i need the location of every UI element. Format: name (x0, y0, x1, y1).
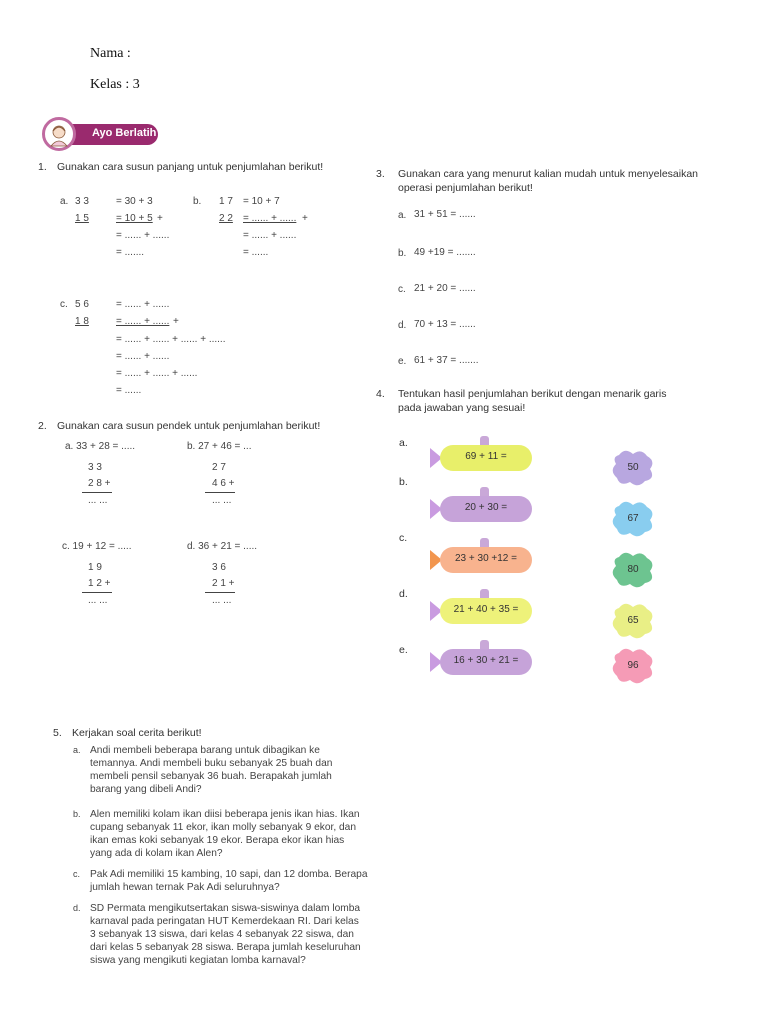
story-d-line: dari kelas 5 sebanyak 28 siswa. Berapa jumlah keseluruhan (90, 942, 361, 953)
badge-label: Ayo Berlatih (92, 127, 157, 139)
story-b-line: Alen memiliki kolam ikan diisi beberapa jenis ikan hias. Ikan (90, 809, 360, 820)
story-item-d (73, 902, 390, 967)
q3a-letter: a. (398, 210, 407, 221)
q1c-row2: = ...... + ...... (116, 316, 170, 327)
q1a-row2: = 10 + 5 (116, 213, 153, 224)
q4-number: 4. (376, 388, 385, 400)
q1-instruction: Gunakan cara susun panjang untuk penjumlahan berikut! (57, 161, 324, 173)
q2c-sum-line (82, 592, 112, 593)
q2b-num2: 4 6 + (212, 478, 235, 489)
answer-value-2: 67 (627, 513, 639, 524)
q1a-letter: a. (60, 196, 69, 207)
q2d-title: d. 36 + 21 = ..... (187, 541, 258, 552)
q1c-letter: c. (60, 299, 68, 310)
q1a-num2: 1 5 (75, 213, 89, 224)
q2a-num2: 2 8 + (88, 478, 111, 489)
q1c-plus: + (173, 316, 179, 327)
q2a-num1: 3 3 (88, 462, 102, 473)
submarine-b-expression: 20 + 30 = (464, 502, 508, 513)
q1a-num1: 3 3 (75, 196, 89, 207)
q3-number: 3. (376, 168, 385, 180)
q1b-num1: 1 7 (219, 196, 233, 207)
q4c-letter: c. (399, 532, 408, 544)
answer-blob-5[interactable] (611, 647, 655, 685)
story-b-line: ikan emas koki sebanyak 19 ekor. Berapa ekor ikan hias (90, 835, 345, 846)
child-avatar-icon (42, 117, 76, 151)
story-b-letter: b. (73, 809, 81, 819)
submarine-a[interactable] (430, 436, 536, 476)
submarine-e[interactable] (430, 640, 536, 680)
q2b-sum-line (205, 492, 235, 493)
submarine-c-expression: 23 + 30 +12 = (454, 553, 517, 564)
submarine-c[interactable] (430, 538, 536, 578)
story-a-line: membeli pensil sebanyak 36 buah. Berapakah jumlah (90, 771, 332, 782)
answer-value-3: 80 (627, 564, 639, 575)
q2d-num2: 2 1 + (212, 578, 235, 589)
submarine-d[interactable] (430, 589, 536, 629)
answer-blob-2[interactable] (611, 500, 655, 538)
q2b-num1: 2 7 (212, 462, 226, 473)
q3e-expression: 61 + 37 = ....... (414, 355, 479, 366)
q4b-letter: b. (399, 476, 408, 488)
q3c-letter: c. (398, 284, 406, 295)
answer-value-4: 65 (627, 615, 639, 626)
story-d-letter: d. (73, 903, 81, 913)
q1b-row3: = ...... + ...... (243, 230, 297, 241)
q1b-num2: 2 2 (219, 213, 233, 224)
story-d-line: siswa yang mengikuti kegiatan lomba karnaval? (90, 955, 306, 966)
q2a-title: a. 33 + 28 = ..... (65, 441, 136, 452)
story-item-a (73, 744, 390, 796)
q3-instruction-line1: Gunakan cara yang menurut kalian mudah untuk menyelesaikan (398, 168, 699, 180)
q1a-plus: + (157, 213, 163, 224)
story-d-line: 3 sebanyak 13 siswa, dari kelas 4 sebanyak 22 siswa, dan (90, 929, 354, 940)
story-b-line: yang ada di kolam ikan Alen? (90, 848, 223, 859)
q2-instruction: Gunakan cara susun pendek untuk penjumlahan berikut! (57, 420, 321, 432)
q2a-sum-line (82, 492, 112, 493)
submarine-d-expression: 21 + 40 + 35 = (453, 604, 519, 615)
q2a-result: ... ... (88, 495, 108, 506)
q4e-letter: e. (399, 644, 408, 656)
q2d-result: ... ... (212, 595, 232, 606)
q4-instruction-line1: Tentukan hasil penjumlahan berikut dengan menarik garis (398, 388, 667, 400)
ayo-berlatih-badge (42, 117, 160, 151)
q3d-letter: d. (398, 320, 407, 331)
answer-blob-1[interactable] (611, 449, 655, 487)
q2b-result: ... ... (212, 495, 232, 506)
q1c-row6: = ...... (116, 385, 142, 396)
class-label: Kelas : 3 (90, 77, 140, 92)
answer-blob-4[interactable] (611, 602, 655, 640)
q2c-num2: 1 2 + (88, 578, 111, 589)
q1a-row4: = ....... (116, 247, 145, 258)
q1c-num2: 1 8 (75, 316, 89, 327)
story-c-letter: c. (73, 869, 81, 879)
q3-instruction-line2: operasi penjumlahan berikut! (398, 182, 533, 194)
submarine-a-expression: 69 + 11 = (465, 451, 507, 462)
q2c-result: ... ... (88, 595, 108, 606)
q1c-row1: = ...... + ...... (116, 299, 170, 310)
q2b-title: b. 27 + 46 = ... (187, 441, 252, 452)
answer-value-1: 50 (627, 462, 639, 473)
q3e-letter: e. (398, 356, 407, 367)
q3a-expression: 31 + 51 = ...... (414, 209, 476, 220)
q5-instruction: Kerjakan soal cerita berikut! (72, 727, 202, 739)
story-a-line: temannya. Andi membeli buku sebanyak 25 buah dan (90, 758, 333, 769)
q4-instruction-line2: pada jawaban yang sesuai! (398, 402, 526, 414)
story-a-line: barang yang dibeli Andi? (90, 784, 202, 795)
q1a-row1: = 30 + 3 (116, 196, 153, 207)
story-item-c (73, 868, 390, 894)
submarine-e-expression: 16 + 30 + 21 = (453, 655, 519, 666)
q3d-expression: 70 + 13 = ...... (414, 319, 476, 330)
q2c-num1: 1 9 (88, 562, 102, 573)
story-item-b (73, 808, 390, 860)
q2c-title: c. 19 + 12 = ..... (62, 541, 132, 552)
q1c-row5: = ...... + ...... + ...... (116, 368, 198, 379)
q2-number: 2. (38, 420, 47, 432)
q3b-letter: b. (398, 248, 407, 259)
q1-number: 1. (38, 161, 47, 173)
name-label: Nama : (90, 46, 131, 61)
q1b-plus: + (302, 213, 308, 224)
q1b-row1: = 10 + 7 (243, 196, 280, 207)
q3b-expression: 49 +19 = ....... (414, 247, 476, 258)
answer-value-5: 96 (627, 660, 639, 671)
q1b-row2: = ...... + ...... (243, 213, 297, 224)
answer-blob-3[interactable] (611, 551, 655, 589)
story-d-line: SD Permata mengikutsertakan siswa-siswinya dalam lomba (90, 903, 361, 914)
story-b-line: cupang sebanyak 11 ekor, ikan molly sebanyak 9 ekor, dan (90, 822, 356, 833)
q4a-letter: a. (399, 437, 408, 449)
q2d-num1: 3 6 (212, 562, 226, 573)
story-c-line: jumlah hewan ternak Pak Adi seluruhnya? (90, 882, 280, 893)
q5-number: 5. (53, 727, 62, 739)
q4d-letter: d. (399, 588, 408, 600)
story-a-letter: a. (73, 745, 81, 755)
q1c-row4: = ...... + ...... (116, 351, 170, 362)
q1a-row3: = ...... + ...... (116, 230, 170, 241)
q1b-row4: = ...... (243, 247, 269, 258)
q1c-num1: 5 6 (75, 299, 89, 310)
q1b-letter: b. (193, 196, 202, 207)
q1c-row3: = ...... + ...... + ...... + ...... (116, 334, 226, 345)
story-d-line: karnaval pada peringatan HUT Kemerdekaan RI. Dari kelas (90, 916, 359, 927)
q3c-expression: 21 + 20 = ...... (414, 283, 476, 294)
story-a-line: Andi membeli beberapa barang untuk dibagikan ke (90, 745, 320, 756)
submarine-b[interactable] (430, 487, 536, 527)
q2d-sum-line (205, 592, 235, 593)
story-c-line: Pak Adi memiliki 15 kambing, 10 sapi, dan 12 domba. Berapa (90, 869, 368, 880)
